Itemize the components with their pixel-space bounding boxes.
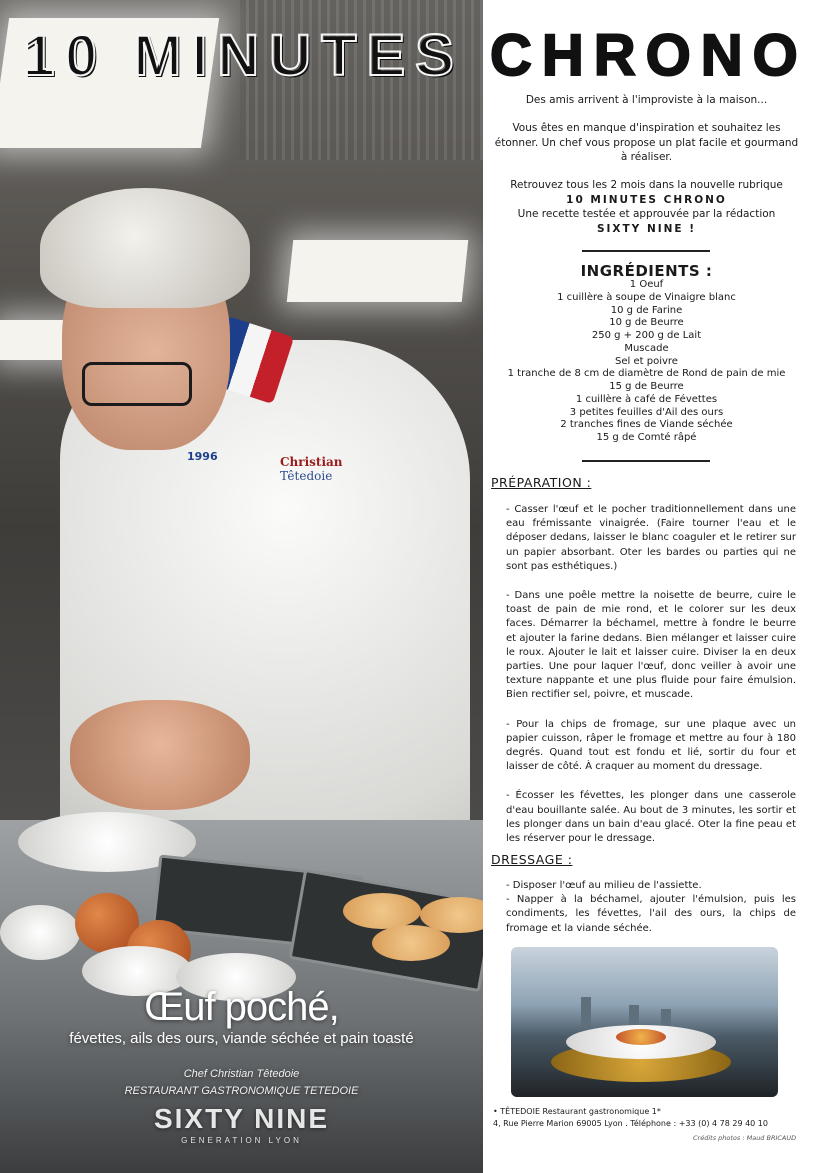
dressage-step: - Disposer l'œuf au milieu de l'assiette.: [506, 880, 702, 891]
preparation-title: PRÉPARATION :: [491, 475, 592, 490]
coat-embroidery: [280, 455, 343, 483]
dish-subtitle: févettes, ails des ours, viande séchée et pain toasté: [69, 1030, 414, 1047]
ingredient-item: 1 cuillère à café de Févettes: [575, 393, 718, 405]
ceiling-light: [287, 240, 469, 302]
divider: [582, 250, 710, 252]
divider: [582, 460, 710, 462]
embroidery-name: Christian: [280, 455, 343, 469]
intro-rubric: [491, 178, 802, 236]
magazine-logo-sub: GENERATION LYON: [181, 1136, 302, 1145]
coat-badge: 1996: [187, 450, 218, 463]
ingredient-item: 10 g de Beurre: [609, 317, 684, 329]
rubric-line-1: Retrouvez tous les 2 mois dans la nouvelle rubrique: [510, 179, 783, 191]
restaurant-name: RESTAURANT GASTRONOMIQUE TETEDOIE: [124, 1085, 359, 1097]
title-part-2: TES: [321, 23, 464, 88]
preparation-text: [506, 503, 796, 861]
ingredient-item: 250 g + 200 g de Lait: [591, 330, 702, 341]
title-part-3: CHRONO: [463, 23, 808, 88]
preparation-step: - Pour la chips de fromage, sur une plaque avec un papier cuisson, râper le fromage et mettre au four à 180 degrés. Quand tout est fondu et lié, sortir du four et laisser de côté. À craquer au moment du dressage.: [506, 718, 796, 773]
dressage-title: DRESSAGE :: [491, 852, 573, 867]
ingredient-item: 1 cuillère à soupe de Vinaigre blanc: [557, 291, 736, 303]
chef-hands: [70, 700, 250, 810]
ingredient-item: Sel et poivre: [615, 355, 678, 367]
title-part-1: 10 MINU: [22, 23, 322, 88]
dressage-step: - Napper à la béchamel, ajouter l'émulsion, puis les condiments, les févettes, l'ail des ours, la chips de fromage et la viande séchée.: [506, 894, 796, 934]
preparation-step: - Dans une poêle mettre la noisette de beurre, cuire le toast de pain de mie rond, et le colorer sur les deux faces. Démarrer la béchamel, mettre à fondre le beurre et ajouter la farine dedans. Bien mélanger et laisser cuire le roux. Ajouter le lait et laisser cuire. Diviser la en deux parties. Une pour laquer l'œuf, donc veiller à avoir une texture nappante et une plus fluide pour faire émulsion. Bien rectifier sel, poivre, et muscade.: [506, 590, 796, 701]
restaurant-address: [493, 1106, 768, 1130]
chef-glasses: [82, 362, 192, 406]
bowl: [0, 905, 80, 960]
skyline-tower: [661, 1009, 671, 1027]
ingredient-item: 15 g de Beurre: [609, 381, 684, 392]
preparation-step: - Casser l'œuf et le pocher traditionnellement dans une eau frémissante vinaigrée. (Faire tourner l'eau et le déposer dedans, laisser le blanc coaguler et le retirer sur un papier absorbant. Oter les bardes ou parties qui ne sont pas esthétiques.): [506, 504, 796, 572]
ingredient-item: 2 tranches fines de Viande séchée: [560, 419, 733, 431]
dish-title: Œuf poché,: [144, 985, 339, 1029]
ingredient-item: 3 petites feuilles d'Ail des ours: [569, 406, 724, 418]
skyline-tower: [629, 1005, 639, 1027]
ingredient-item: 1 Oeuf: [629, 279, 664, 290]
chef-name: Chef Christian Têtedoie: [183, 1068, 300, 1080]
toast-slice: [343, 893, 421, 929]
address-line-1: • TÊTEDOIE Restaurant gastronomique 1*: [493, 1107, 661, 1116]
ingredients-title: INGRÉDIENTS :: [580, 262, 713, 280]
skyline-tower: [581, 997, 591, 1027]
plated-dish: [616, 1029, 666, 1045]
embroidery-surname: Têtedoie: [280, 469, 333, 483]
page-title: [0, 22, 830, 89]
preparation-step: - Écosser les févettes, les plonger dans une casserole d'eau bouillante salée. Au bout de 3 minutes, les sortir et les plonger dans un bain d'eau glacé. Oter la fine peau et les réserver pour le dressage.: [506, 790, 796, 845]
dressage-text: [506, 879, 796, 936]
ingredient-item: Muscade: [624, 342, 669, 354]
magazine-name: SIXTY NINE !: [596, 222, 697, 235]
ingredients-list: [491, 279, 802, 445]
photo-credits: Crédits photos : Maud BRICAUD: [693, 1134, 797, 1142]
magazine-logo: SIXTY NINE: [153, 1103, 330, 1134]
intro-paragraph: Vous êtes en manque d'inspiration et souhaitez les étonner. Un chef vous propose un plat facile et gourmand à réaliser.: [494, 122, 799, 163]
ingredient-item: 1 tranche de 8 cm de diamètre de Rond de pain de mie: [507, 368, 786, 380]
intro-lead: Des amis arrivent à l'improviste à la maison...: [525, 94, 768, 106]
restaurant-photo: [511, 947, 778, 1097]
chef-hair: [40, 188, 250, 308]
rubric-line-2: Une recette testée et approuvée par la rédaction: [517, 208, 776, 220]
ingredient-item: 15 g de Comté râpé: [596, 432, 697, 443]
address-line-2: 4, Rue Pierre Marion 69005 Lyon . Téléphone : +33 (0) 4 78 29 40 10: [493, 1119, 768, 1128]
rubric-name: 10 MINUTES CHRONO: [566, 193, 727, 206]
toast-slice: [372, 925, 450, 961]
ingredient-item: 10 g de Farine: [610, 304, 683, 316]
